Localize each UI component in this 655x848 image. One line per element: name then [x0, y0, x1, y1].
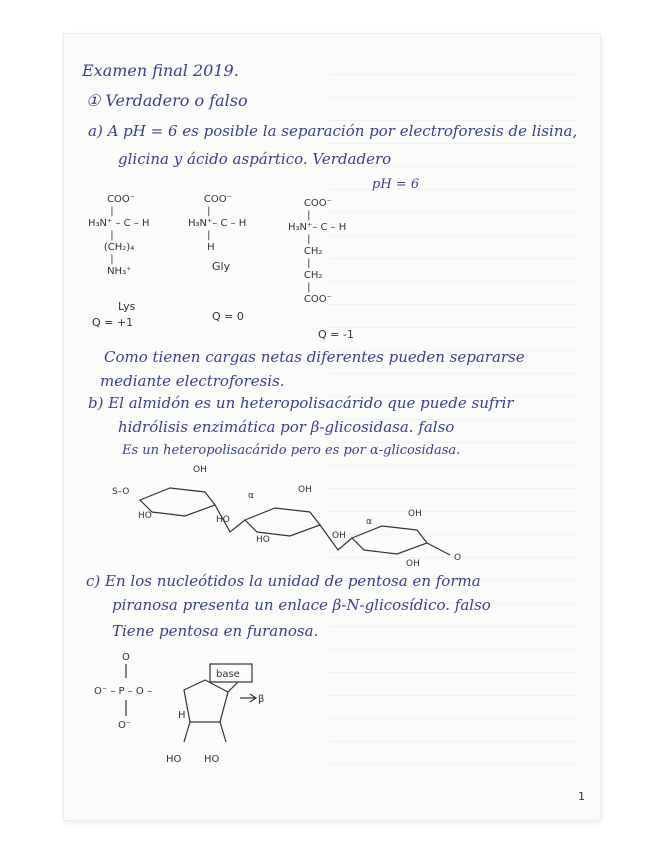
starch-label-5: α — [248, 491, 254, 501]
question-a-line1: a) A pH = 6 es posible la separación por electroforesis de lisina, — [88, 122, 578, 140]
lysine-name: Lys — [118, 300, 136, 313]
starch-label-9: α — [366, 517, 372, 527]
beta-label: β — [258, 694, 265, 705]
section-heading: ① Verdadero o falso — [86, 91, 248, 110]
question-b-line2: hidrólisis enzimática por β-glicosidasa. falso — [118, 418, 455, 436]
base-label: base — [216, 669, 240, 680]
lysine-structure: COO⁻ | H₃N⁺ – C – H | (CH₂)₄ | NH₃⁺ — [88, 194, 150, 277]
answer-a-explanation1: Como tienen cargas netas diferentes pueden separarse — [104, 348, 525, 366]
starch-label-1: S–O — [112, 487, 130, 497]
aspartate-structure: COO⁻ | H₃N⁺– C – H | CH₂ | CH₂ | COO⁻ — [288, 198, 347, 305]
starch-label-7: HO — [256, 535, 270, 545]
sugar-h-label: H — [178, 710, 186, 721]
glycine-structure: COO⁻ | H₃N⁺– C – H | H — [188, 194, 247, 253]
glycine-charge: Q = 0 — [212, 310, 244, 323]
ph-label: pH = 6 — [372, 177, 420, 192]
starch-label-10: OH — [408, 509, 422, 519]
starch-label-2: OH — [193, 465, 207, 475]
aspartate-charge: Q = -1 — [318, 328, 354, 341]
starch-label-4: HO — [216, 515, 230, 525]
ho-left: HO — [166, 754, 182, 765]
glycine-name: Gly — [212, 260, 231, 273]
starch-label-11: OH — [406, 559, 420, 569]
question-c-line2: piranosa presenta un enlace β-N-glicosídico. falso — [112, 596, 491, 614]
exam-title: Examen final 2019. — [82, 61, 239, 80]
svg-text:O: O — [122, 652, 130, 663]
page-number: 1 — [578, 790, 585, 803]
phosphate-label: O⁻ – P – O – — [94, 686, 152, 697]
question-a-line2: glicina y ácido aspártico. Verdadero — [118, 150, 392, 168]
lysine-charge: Q = +1 — [92, 316, 134, 329]
starch-label-12: O — [454, 553, 462, 563]
starch-label-6: OH — [298, 485, 312, 495]
answer-c: Tiene pentosa en furanosa. — [112, 622, 319, 640]
question-c-line1: c) En los nucleótidos la unidad de pentosa en forma — [86, 572, 481, 590]
svg-text:O⁻: O⁻ — [118, 720, 132, 731]
question-b-line1: b) El almidón es un heteropolisacárido que puede sufrir — [88, 394, 514, 412]
starch-label-8: OH — [332, 531, 346, 541]
answer-b: Es un heteropolisacárido pero es por α-glicosidasa. — [122, 443, 461, 458]
ho-right: HO — [204, 754, 220, 765]
answer-a-explanation2: mediante electroforesis. — [100, 372, 285, 390]
starch-label-3: HO — [138, 511, 152, 521]
